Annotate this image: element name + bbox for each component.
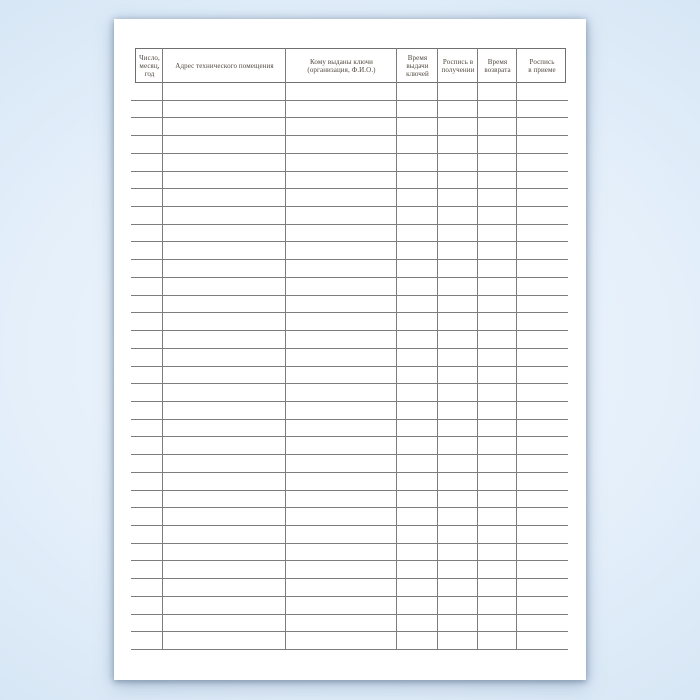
table-row <box>131 561 568 579</box>
column-header <box>163 49 286 82</box>
column-header-line: получении <box>441 65 475 74</box>
table-row <box>131 331 568 349</box>
table-row <box>131 101 568 119</box>
header-row <box>135 48 566 83</box>
column-header-line: Время <box>487 57 508 66</box>
table-row <box>131 367 568 385</box>
table-row <box>131 384 568 402</box>
column-header-line: Число, <box>139 53 160 62</box>
key-issuance-log-table <box>135 48 566 650</box>
column-header <box>438 49 478 82</box>
column-header-line: возврата <box>484 65 511 74</box>
table-row <box>131 349 568 367</box>
column-header <box>517 49 567 82</box>
table-row <box>131 526 568 544</box>
table-row <box>131 508 568 526</box>
table-row <box>131 420 568 438</box>
table-row <box>131 83 568 101</box>
table-row <box>131 118 568 136</box>
table-row <box>131 136 568 154</box>
table-row <box>131 544 568 562</box>
table-row <box>131 437 568 455</box>
table-row <box>131 207 568 225</box>
table-row <box>131 402 568 420</box>
column-header <box>286 49 397 82</box>
table-row <box>131 242 568 260</box>
column-header <box>397 49 438 82</box>
table-row <box>131 632 568 650</box>
column-header-line: год <box>144 69 155 78</box>
table-row <box>131 172 568 190</box>
table-row <box>131 154 568 172</box>
column-header-line: месяц, <box>139 61 160 70</box>
table-row <box>131 597 568 615</box>
column-header-line: Время <box>407 53 428 62</box>
column-header-line: в приеме <box>528 65 556 74</box>
table-row <box>131 313 568 331</box>
table-row <box>131 455 568 473</box>
table-row <box>131 296 568 314</box>
table-row <box>131 260 568 278</box>
column-header-line: Кому выданы ключи <box>309 57 374 66</box>
column-header-line: Адрес технического помещения <box>175 61 274 70</box>
table-row <box>131 491 568 509</box>
column-header <box>478 49 517 82</box>
table-row <box>131 189 568 207</box>
column-header-line: Роспись в <box>442 57 474 66</box>
table-row <box>131 579 568 597</box>
table-body <box>131 83 568 650</box>
column-header-line: выдачи <box>406 61 429 70</box>
document-page <box>114 19 586 680</box>
column-header-line: Роспись <box>529 57 555 66</box>
table-row <box>131 615 568 633</box>
column-header-line: (организация, Ф.И.О.) <box>307 65 376 74</box>
table-row <box>131 278 568 296</box>
column-header-line: ключей <box>406 69 429 78</box>
table-row <box>131 225 568 243</box>
column-header <box>136 49 163 82</box>
table-row <box>131 473 568 491</box>
